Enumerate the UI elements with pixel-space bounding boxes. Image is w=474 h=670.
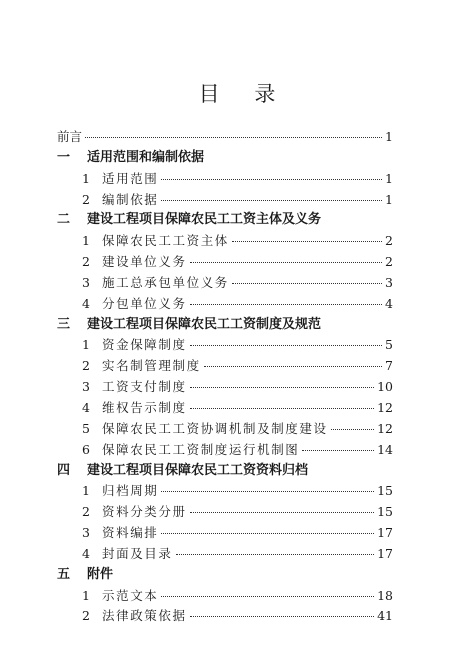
page-number: 18: [377, 587, 393, 603]
entry-title: 建设单位义务: [102, 254, 187, 270]
entry-number: 2: [82, 358, 90, 374]
entry-number: 1: [82, 233, 90, 249]
page-number: 5: [385, 337, 393, 353]
entry-title: 资料编排: [102, 525, 159, 541]
dot-leader: [190, 408, 374, 409]
dot-leader: [190, 387, 374, 388]
toc-entry: [57, 356, 393, 377]
toc-entry: [57, 544, 393, 565]
section-number: 一: [57, 149, 71, 165]
dot-leader: [302, 450, 374, 451]
dot-leader: [331, 429, 374, 430]
entry-title: 封面及目录: [102, 545, 173, 561]
entry-label: [57, 398, 187, 419]
toc-entry: [57, 169, 393, 190]
section-number: 三: [57, 316, 71, 332]
entry-label: [57, 481, 158, 502]
section-title: 建设工程项目保障农民工工资资料归档: [87, 462, 309, 478]
entry-number: 2: [82, 191, 90, 207]
toc-entry: [57, 252, 393, 273]
dot-leader: [190, 512, 374, 513]
dot-leader: [190, 262, 382, 263]
toc-entry: [57, 502, 393, 523]
page-number: 17: [377, 525, 393, 541]
page-number: 17: [377, 545, 393, 561]
entry-title: 资金保障制度: [102, 337, 187, 353]
entry-title: 归档周期: [102, 483, 159, 499]
toc-entry: [57, 523, 393, 544]
page-number: 1: [385, 191, 393, 207]
toc-entry: [57, 231, 393, 252]
toc-entry: [57, 586, 393, 607]
page-number: 3: [385, 274, 393, 290]
entry-label: [57, 190, 158, 211]
section-number: 五: [57, 566, 71, 582]
page-number: 15: [377, 504, 393, 520]
dot-leader: [176, 554, 375, 555]
entry-label: [57, 294, 187, 315]
page-number: 15: [377, 483, 393, 499]
entry-title: 保障农民工工资制度运行机制图: [102, 441, 300, 457]
entry-label: [57, 377, 187, 398]
toc-section-heading: [57, 148, 393, 169]
page-number: 1: [385, 129, 393, 144]
entry-title: 工资支付制度: [102, 379, 187, 395]
entry-label: [57, 335, 187, 356]
page-number: 14: [377, 441, 393, 457]
page-number: 7: [385, 358, 393, 374]
section-title: 附件: [87, 566, 114, 582]
dot-leader: [204, 366, 382, 367]
toc-section-heading: [57, 565, 393, 586]
entry-label: [57, 523, 158, 544]
toc-section-heading: [57, 461, 393, 482]
page-number: 41: [377, 608, 393, 624]
entry-label: [57, 273, 229, 294]
toc-entry: [57, 273, 393, 294]
entry-label: [57, 231, 229, 252]
dot-leader: [161, 533, 374, 534]
section-title: 适用范围和编制依据: [87, 149, 205, 165]
toc-entry: [57, 481, 393, 502]
dot-leader: [161, 179, 382, 180]
dot-leader: [232, 283, 382, 284]
entry-title: 编制依据: [102, 191, 159, 207]
section-title: 建设工程项目保障农民工工资主体及义务: [87, 212, 322, 228]
toc-entry: [57, 419, 393, 440]
entry-number: 4: [82, 399, 90, 415]
dot-leader: [190, 345, 382, 346]
entry-label: [57, 586, 158, 607]
entry-number: 5: [82, 420, 90, 436]
toc-entry: [57, 377, 393, 398]
entry-title: 示范文本: [102, 587, 159, 603]
entry-title: 适用范围: [102, 170, 159, 186]
entry-title: 分包单位义务: [102, 295, 187, 311]
entry-number: 6: [82, 441, 90, 457]
dot-leader: [190, 616, 374, 617]
entry-number: 1: [82, 587, 90, 603]
entry-title: 实名制管理制度: [102, 358, 201, 374]
page-number: 2: [385, 233, 393, 249]
entry-number: 2: [82, 608, 90, 624]
page-number: 12: [377, 399, 393, 415]
toc-entry: [57, 335, 393, 356]
page-number: 12: [377, 420, 393, 436]
dot-leader: [161, 491, 374, 492]
page-number: 1: [385, 170, 393, 186]
entry-title: 维权告示制度: [102, 399, 187, 415]
entry-label: [57, 419, 328, 440]
entry-label: [57, 606, 187, 627]
entry-number: 1: [82, 170, 90, 186]
section-number: 四: [57, 462, 71, 478]
toc-entry: [57, 294, 393, 315]
page-number: 2: [385, 254, 393, 270]
page-title: 目 录: [198, 82, 290, 106]
section-title: 建设工程项目保障农民工工资制度及规范: [87, 316, 322, 332]
entry-title: 保障农民工工资协调机制及制度建设: [102, 420, 328, 436]
entry-number: 3: [82, 379, 90, 395]
entry-number: 1: [82, 483, 90, 499]
toc-section-heading: [57, 315, 393, 336]
dot-leader: [190, 304, 382, 305]
entry-number: 4: [82, 295, 90, 311]
dot-leader: [232, 241, 382, 242]
entry-title: 前言: [57, 129, 83, 144]
dot-leader: [161, 596, 374, 597]
entry-number: 2: [82, 504, 90, 520]
entry-label: [57, 169, 158, 190]
entry-title: 保障农民工工资主体: [102, 233, 229, 249]
toc-entry: [57, 440, 393, 461]
entry-number: 2: [82, 254, 90, 270]
entry-label: [57, 502, 187, 523]
toc-entry: [57, 398, 393, 419]
toc-entry: [57, 606, 393, 627]
entry-label: [57, 440, 299, 461]
entry-label: [57, 252, 187, 273]
entry-label: [57, 127, 82, 148]
page-number: 10: [377, 379, 393, 395]
entry-label: [57, 356, 201, 377]
entry-label: [57, 544, 173, 565]
table-of-contents: [57, 127, 393, 627]
toc-section-heading: [57, 210, 393, 231]
dot-leader: [161, 200, 382, 201]
dot-leader: [85, 137, 382, 138]
toc-entry: [57, 190, 393, 211]
entry-title: 资料分类分册: [102, 504, 187, 520]
entry-title: 法律政策依据: [102, 608, 187, 624]
page-number: 4: [385, 295, 393, 311]
toc-entry: [57, 127, 393, 148]
entry-number: 1: [82, 337, 90, 353]
entry-number: 4: [82, 545, 90, 561]
section-number: 二: [57, 212, 71, 228]
entry-number: 3: [82, 525, 90, 541]
entry-title: 施工总承包单位义务: [102, 274, 229, 290]
entry-number: 3: [82, 274, 90, 290]
